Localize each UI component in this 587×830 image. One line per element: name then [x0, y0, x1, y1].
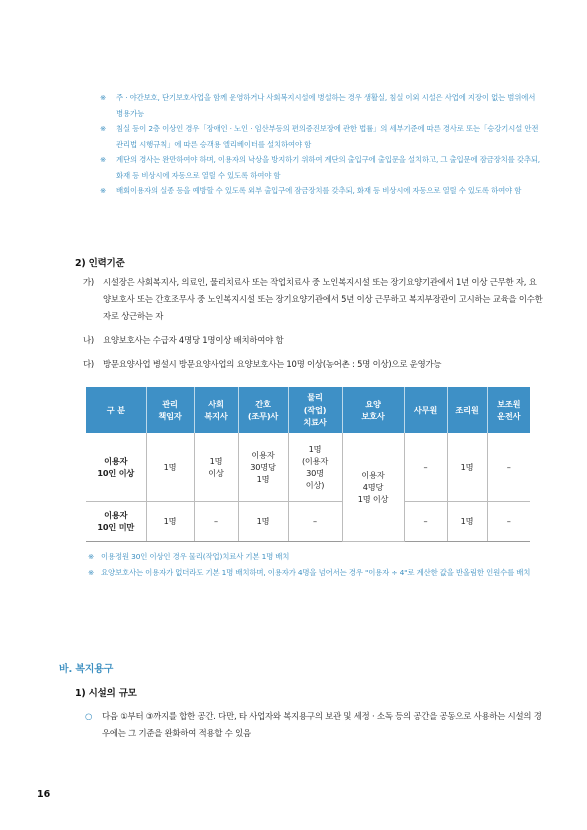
facility-note — [100, 152, 540, 183]
section-title-staffing: 2) 인력기준 — [75, 258, 125, 269]
table-row-under-10 — [86, 501, 530, 541]
note-text: 침실 등이 2층 이상인 경우「장애인 · 노인 · 임산부등의 편의증진보장에 관한 법률」의 세부기준에 따른 경사로 또는「승강기시설 안전 관리법 시행규칙」에 따른 승객용 엘리베이터를 설치하여야 함 — [116, 124, 539, 149]
reference-mark: ※ — [100, 186, 107, 195]
header-assistant — [487, 387, 530, 433]
staffing-item-da — [83, 356, 543, 373]
staffing-item-ga — [83, 274, 543, 325]
cell-caregiver — [342, 433, 404, 541]
staffing-item-na — [83, 332, 543, 349]
cell-category — [86, 433, 146, 501]
header-social-worker — [194, 387, 238, 433]
item-prefix: 가) — [83, 277, 94, 287]
note-text: 이용정원 30인 이상인 경우 물리(작업)치료사 기본 1명 배치 — [101, 552, 290, 561]
cell-text: 이용자 10인 이상 — [97, 455, 135, 478]
table-note — [88, 549, 538, 565]
header-caregiver — [342, 387, 404, 433]
cell-clerk: – — [404, 501, 447, 541]
reference-mark: ※ — [100, 93, 107, 102]
header-label: 관리 책임자 — [158, 398, 182, 421]
cell-social-worker — [194, 433, 238, 501]
cell-nurse: 1명 — [238, 501, 288, 541]
cell-therapist — [288, 433, 342, 501]
note-text: 주 · 야간보호, 단기보호사업을 함께 운영하거나 사회복지시설에 병설하는 경우 생활실, 침실 이외 시설은 사업에 지장이 없는 범위에서 병용가능 — [116, 93, 536, 118]
category-title-welfare-equipment: 바. 복지용구 — [59, 664, 114, 675]
page-number: 16 — [37, 789, 51, 800]
header-nurse — [238, 387, 288, 433]
cell-text: 1명 (이용자 30명 이상) — [301, 443, 329, 490]
cell-cook: 1명 — [447, 433, 487, 501]
header-therapist — [288, 387, 342, 433]
header-label: 간호 (조무)사 — [247, 398, 279, 421]
cell-text: 이용자 30명당 1명 — [250, 449, 276, 484]
section-title-facility-scale: 1) 시설의 규모 — [75, 688, 137, 699]
staffing-table — [86, 387, 530, 542]
facility-note — [100, 121, 540, 152]
cell-nurse — [238, 433, 288, 501]
cell-manager: 1명 — [146, 501, 194, 541]
table-row-10-or-more — [86, 433, 530, 501]
item-text: 방문요양사업 병설시 방문요양사업의 요양보호사는 10명 이상(농어촌 : 5명 이상)으로 운영가능 — [103, 359, 442, 369]
reference-mark: ※ — [100, 124, 107, 133]
header-category: 구 분 — [86, 387, 146, 433]
cell-category — [86, 501, 146, 541]
facility-notes — [100, 90, 540, 199]
facility-scale-item — [85, 708, 545, 742]
table-header-row — [86, 387, 530, 433]
header-manager — [146, 387, 194, 433]
note-text: 요양보호사는 이용자가 없더라도 기본 1명 배치하며, 이용자가 4명을 넘어서는 경우 "이용자 ÷ 4"로 계산한 값을 반올림한 인원수를 배치 — [101, 568, 531, 577]
circle-bullet-icon: ○ — [85, 711, 93, 721]
header-clerk: 사무원 — [404, 387, 447, 433]
cell-manager: 1명 — [146, 433, 194, 501]
table-notes — [88, 549, 538, 581]
facility-note — [100, 90, 540, 121]
reference-mark: ※ — [88, 568, 95, 577]
cell-clerk: – — [404, 433, 447, 501]
cell-text: 이용자 4명당 1명 이상 — [357, 469, 389, 504]
item-text: 시설장은 사회복지사, 의료인, 물리치료사 또는 작업치료사 중 노인복지시설 또는 장기요양기관에서 1년 이상 근무한 자, 요양보호사 또는 간호조무사 중 노인복지시설 또는 장기요양기관에서 5년 이상 근무하고 복지부장관이 고시하는 교육을 이수한자로 상근하는 자 — [103, 277, 543, 321]
reference-mark: ※ — [100, 155, 107, 164]
cell-social-worker: – — [194, 501, 238, 541]
header-label: 보조원 운전사 — [497, 398, 521, 421]
cell-therapist: – — [288, 501, 342, 541]
cell-assistant: – — [487, 433, 530, 501]
item-text: 다음 ①부터 ③까지를 합한 공간. 다만, 타 사업자와 복지용구의 보관 및 세정 · 소독 등의 공간을 공동으로 사용하는 시설의 경우에는 그 기준을 완화하여 적용할 수 있음 — [102, 711, 542, 738]
note-text: 배회이용자의 실종 등을 예방할 수 있도록 외부 출입구에 잠금장치를 갖추되, 화재 등 비상시에 자동으로 열릴 수 있도록 하여야 함 — [116, 186, 522, 195]
cell-text: 이용자 10인 미만 — [97, 510, 135, 532]
cell-text: 1명 이상 — [208, 455, 224, 478]
item-prefix: 다) — [83, 359, 94, 369]
reference-mark: ※ — [88, 552, 95, 561]
header-cook: 조리원 — [447, 387, 487, 433]
header-label: 사회 복지사 — [204, 398, 228, 421]
header-label: 물리 (작업) 치료사 — [303, 392, 327, 428]
cell-assistant: – — [487, 501, 530, 541]
item-text: 요양보호사는 수급자 4명당 1명이상 배치하여야 함 — [103, 335, 284, 345]
facility-note — [100, 183, 540, 199]
cell-cook: 1명 — [447, 501, 487, 541]
header-label: 요양 보호사 — [361, 398, 385, 421]
item-prefix: 나) — [83, 335, 94, 345]
note-text: 계단의 경사는 완만하여야 하며, 이용자의 낙상을 방지하기 위하여 계단의 출입구에 출입문을 설치하고, 그 출입문에 잠금장치를 갖추되, 화재 등 비상시에 자동으로 열릴 수 있도록 하여야 함 — [116, 155, 541, 180]
table-note — [88, 565, 538, 581]
